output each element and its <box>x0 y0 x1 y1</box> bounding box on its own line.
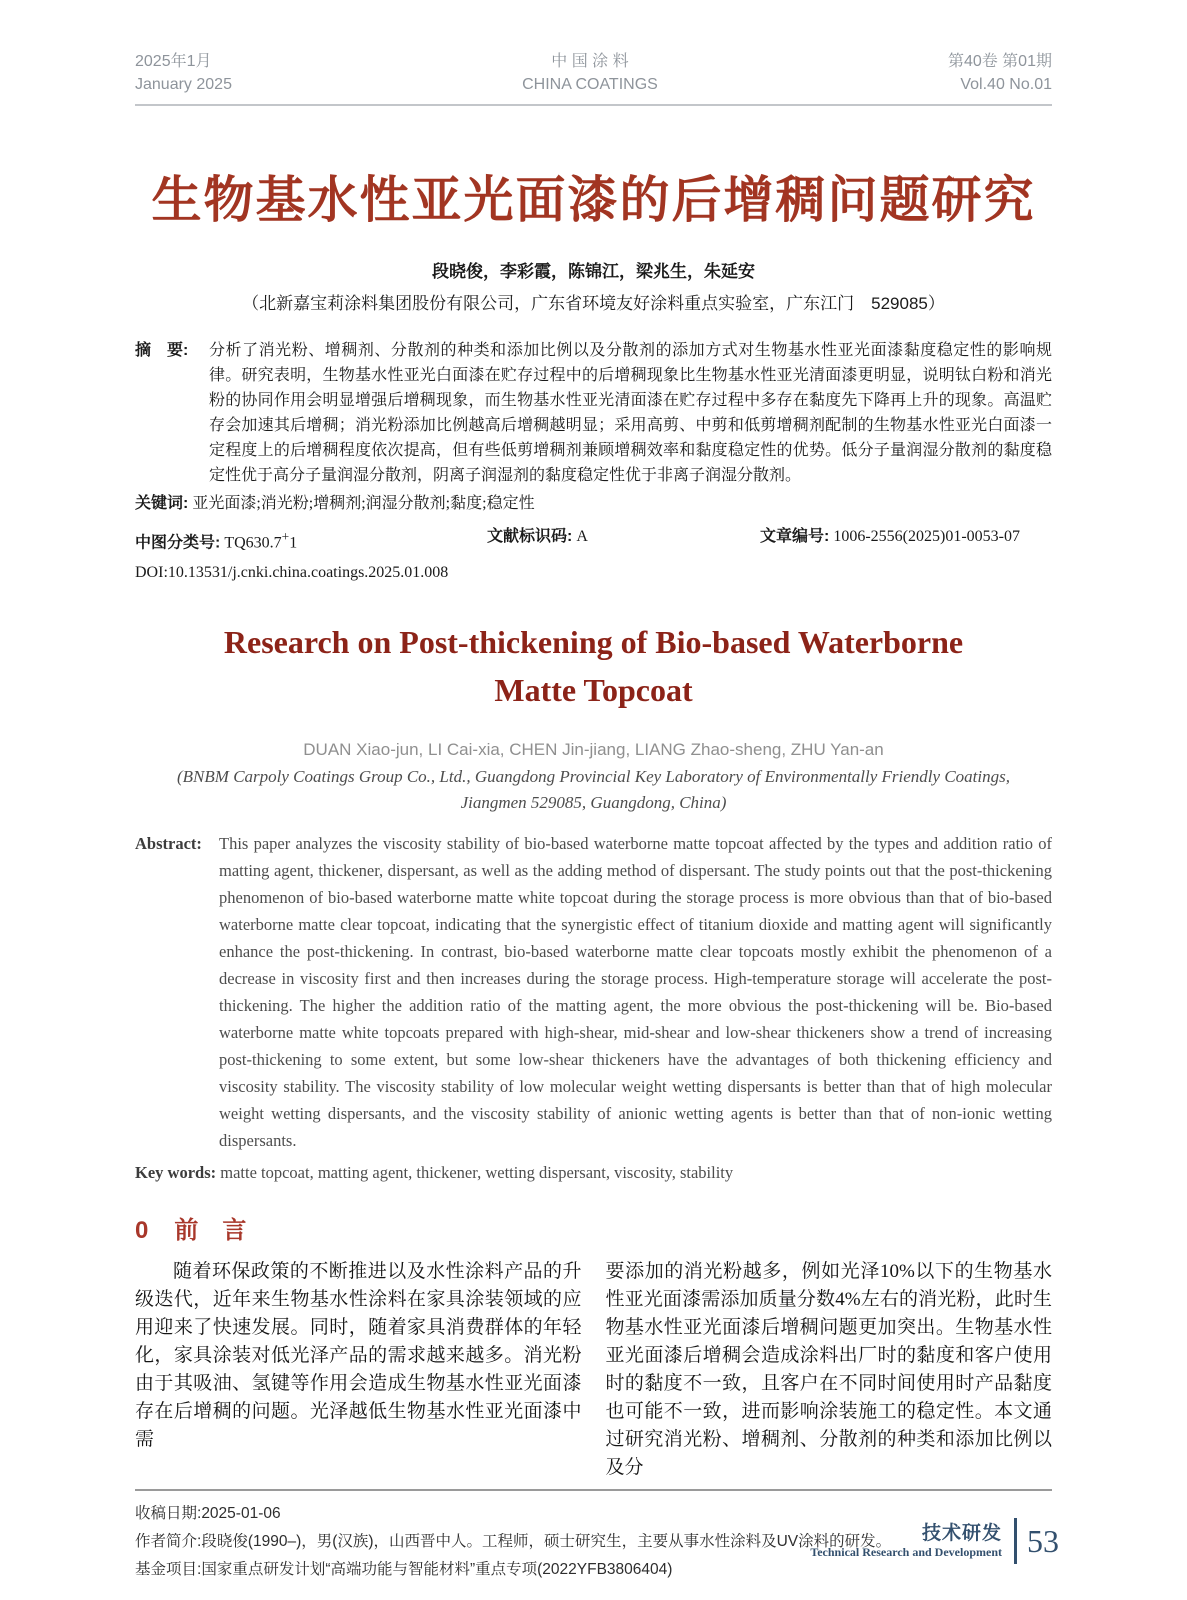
column-name-cn: 技术研发 <box>921 1522 1002 1544</box>
body-column-right: 要添加的消光粉越多，例如光泽10%以下的生物基水性亚光面漆需添加质量分数4%左右的消光粉，此时生物基水性亚光面漆后增稠问题更加突出。生物基水性亚光面漆后增稠会造成涂料出厂时的黏度和客户使用时的黏度不一致，且客户在不同时间使用时产品黏度也可能不一致，进而影响涂装施工的稳定性。本文通过研究消光粉、增稠剂、分散剂的种类和添加比例以及分 <box>605 1261 1052 1479</box>
authors-en: DUAN Xiao-jun, LI Cai-xia, CHEN Jin-jiang, LIANG Zhao-sheng, ZHU Yan-an <box>303 740 884 760</box>
article-title-en <box>135 618 1052 714</box>
clc-superscript: + <box>281 529 290 544</box>
affiliation-cn: （北新嘉宝莉涂料集团股份有限公司，广东省环境友好涂料重点实验室，广东江门 529085） <box>242 294 945 313</box>
abstract-text-cn: 分析了消光粉、增稠剂、分散剂的种类和添加比例以及分散剂的添加方式对生物基水性亚光面漆黏度稳定性的影响规律。研究表明，生物基水性亚光白面漆在贮存过程中的后增稠现象比生物基水性亚光清面漆更明显，说明钛白粉和消光粉的协同作用会明显增强后增稠现象，而生物基水性亚光清面漆在贮存过程中多存在黏度先下降再上升的现象。高温贮存会加速其后增稠；消光粉添加比例越高后增稠越明显；采用高剪、中剪和低剪增稠剂配制的生物基水性亚光白面漆一定程度上的后增稠程度依次提高，但有些低剪增稠剂兼顾增稠效率和黏度稳定性的优势。低分子量润湿分散剂的黏度稳定性优于高分子量润湿分散剂，阴离子润湿剂的黏度稳定性优于非离子润湿分散剂。 <box>209 342 1052 484</box>
journal-name-cn: 中 国 涂 料 <box>551 53 629 70</box>
document-code-value: A <box>576 528 588 545</box>
abstract-label-en: Abstract: <box>135 834 202 854</box>
column-name-en: Technical Research and Development <box>810 1544 1002 1559</box>
section-title: 前 言 <box>174 1217 247 1245</box>
keywords-label-en: Key words: <box>135 1163 217 1183</box>
keywords-text-en: matte topcoat, matting agent, thickener, wetting dispersant, viscosity, stability <box>220 1163 734 1183</box>
footnote-bio-value: 段晓俊(1990–)，男(汉族)，山西晋中人。工程师，硕士研究生，主要从事水性涂料及UV涂料的研发。 <box>201 1533 892 1551</box>
keywords-cn <box>135 491 1052 516</box>
section-heading-introduction <box>135 1216 1052 1246</box>
abstract-en <box>135 830 1052 1154</box>
article-meta-row <box>135 525 1052 555</box>
keywords-label-cn: 关键词: <box>135 495 189 512</box>
journal-name-en: CHINA COATINGS <box>522 76 658 93</box>
abstract-text-en: This paper analyzes the viscosity stability of bio-based waterborne matte topcoat affected by the types and addition ratio of matting agent, thickener, dispersant, as well as the adding method of dispersant. The study points out that the post-thickening phenomenon of bio-based waterborne matte white topcoat during the storage process is more obvious than that of bio-based waterborne matte clear topcoat, indicating that the synergistic effect of titanium dioxide and matting agent will significantly enhance the post-thickening. In contrast, bio-based waterborne matte clear topcoats mostly exhibit the phenomenon of a decrease in viscosity first and then increases during the storage process. High-temperature storage will accelerate the post-thickening. The higher the addition ratio of the matting agent, the more obvious the post-thickening will be. Bio-based waterborne matte white topcoats prepared with high-shear, mid-shear and low-shear thickeners show a trend of increasing post-thickening to some extent, but some low-shear thickeners have the advantages of both thickening efficiency and viscosity stability. The viscosity stability of low molecular weight wetting dispersants is better than that of high molecular weight wetting dispersants, and the viscosity stability of anionic wetting agents is better than that of non-ionic wetting dispersants. <box>219 834 1052 1151</box>
section-number: 0 <box>135 1217 149 1245</box>
clc-value: TQ630.7 <box>224 534 282 552</box>
affiliation-en-line2: Jiangmen 529085, Guangdong, China) <box>460 793 727 813</box>
authors-cn: 段晓俊，李彩霞，陈锦江，梁兆生，朱延安 <box>432 262 755 281</box>
journal-header-name <box>522 50 658 96</box>
journal-header <box>135 0 1052 106</box>
journal-header-date <box>135 50 232 96</box>
footnote-received-label: 收稿日期: <box>135 1505 202 1523</box>
document-code <box>487 525 760 555</box>
keywords-en <box>135 1159 1052 1186</box>
footer-divider-bar <box>1014 1518 1017 1564</box>
document-code-label: 文献标识码: <box>487 528 573 545</box>
keywords-text-cn: 亚光面漆;消光粉;增稠剂;润湿分散剂;黏度;稳定性 <box>192 495 535 512</box>
article-title-cn: 生物基水性亚光面漆的后增稠问题研究 <box>151 172 1036 228</box>
footnote-funding-label: 基金项目: <box>135 1561 202 1579</box>
journal-issue-en: Vol.40 No.01 <box>960 76 1052 93</box>
journal-header-issue <box>948 50 1052 96</box>
body-column-left: 随着环保政策的不断推进以及水性涂料产品的升级迭代，近年来生物基水性涂料在家具涂装领域的应用迎来了快速发展。同时，随着家具消费群体的年轻化，家具涂装对低光泽产品的需求越来越多。消光粉由于其吸油、氢键等作用会造成生物基水性亚光面漆存在后增稠的问题。光泽越低生物基水性亚光面漆中需 <box>135 1261 582 1451</box>
article-id <box>760 525 1052 555</box>
page-footer <box>810 1518 1059 1564</box>
journal-date-cn: 2025年1月 <box>135 53 212 70</box>
affiliation-en <box>135 764 1052 816</box>
article-title-en-line1: Research on Post-thickening of Bio-based Waterborne <box>223 624 964 661</box>
article-title-en-line2: Matte Topcoat <box>494 672 693 709</box>
body-columns <box>135 1258 1052 1482</box>
footnote-received-value: 2025-01-06 <box>201 1505 281 1523</box>
affiliation-en-line1: (BNBM Carpoly Coatings Group Co., Ltd., Guangdong Provincial Key Laboratory of Environmentally Friendly Coatings, <box>177 767 1010 787</box>
clc-suffix: 1 <box>289 534 298 552</box>
abstract-cn <box>135 338 1052 488</box>
journal-date-en: January 2025 <box>135 76 232 93</box>
article-id-label: 文章编号: <box>760 528 830 545</box>
clc-number <box>135 525 487 555</box>
doi: DOI:10.13531/j.cnki.china.coatings.2025.01.008 <box>135 564 449 582</box>
journal-issue-cn: 第40卷 第01期 <box>947 53 1052 70</box>
page-number: 53 <box>1027 1523 1059 1559</box>
abstract-label-cn: 摘 要: <box>135 342 189 359</box>
footnote-bio-label: 作者简介: <box>135 1533 202 1551</box>
clc-label: 中图分类号: <box>135 534 221 552</box>
footnote-funding-value: 国家重点研发计划“高端功能与智能材料”重点专项(2022YFB3806404) <box>201 1561 673 1579</box>
article-id-value: 1006-2556(2025)01-0053-07 <box>833 528 1020 545</box>
column-name <box>810 1523 1002 1560</box>
